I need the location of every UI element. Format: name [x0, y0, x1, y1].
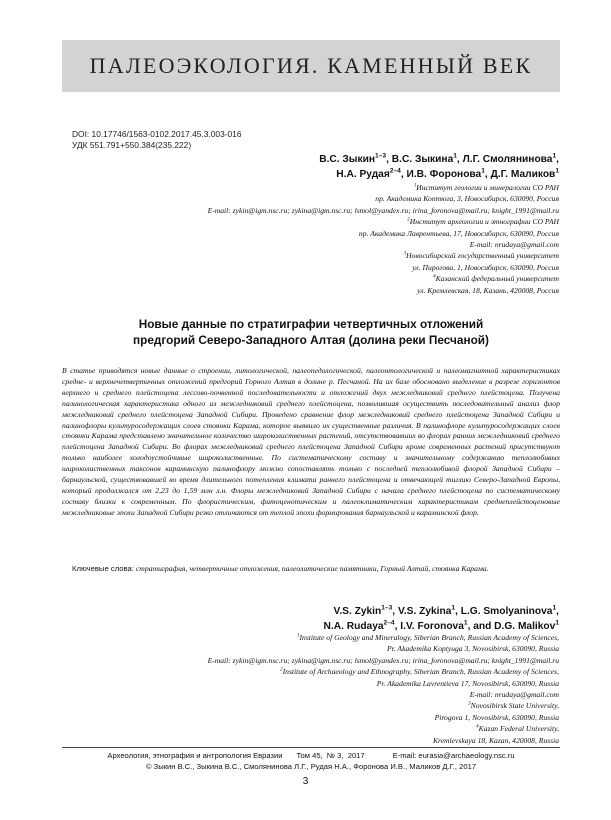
author-separator: , — [400, 169, 407, 180]
affiliation-text: E-mail: nrudaya@gmail.com — [469, 240, 559, 250]
author-name: I.V. Foronova — [400, 621, 464, 632]
author-affiliation-mark: 1 — [451, 604, 456, 612]
affiliation-mark: 3 — [403, 251, 407, 257]
affiliation-line — [208, 193, 559, 204]
affiliation-text: Novosibirsk State University, — [470, 701, 559, 711]
affiliation-text: E-mail: zykin@igm.nsc.ru; zykina@igm.nsc.ru; lsmol@yandex.ru; irina_foronova@mail.ru; knight_1991@mail.ru — [207, 205, 559, 215]
affiliation-text: пр. Академика Коптюга, 3, Новосибирск, 630090, Россия — [375, 194, 559, 204]
affiliation-mark: 3 — [468, 701, 471, 707]
section-title: ПАЛЕОЭКОЛОГИЯ. КАМЕННЫЙ ВЕК — [89, 53, 533, 78]
author-affiliation-mark: 1 — [555, 619, 559, 627]
affiliation-line — [208, 205, 559, 216]
author-affiliation-mark: 2–4 — [389, 167, 401, 175]
affiliation-text: Казанский федеральный университет — [435, 274, 559, 284]
author-name: V.S. Zykina — [397, 606, 452, 617]
author-affiliation-mark: 1–3 — [381, 604, 393, 612]
author-separator: , — [456, 154, 463, 165]
affiliation-text: E-mail: zykin@igm.nsc.ru; zykina@igm.nsc.ru; lsmol@yandex.ru; irina_foronova@mail.ru; knight_1991@mail.ru — [207, 655, 559, 665]
author-name: Н.А. Рудая — [336, 169, 390, 180]
affiliation-line — [208, 239, 559, 250]
affiliation-mark: 1 — [413, 183, 417, 189]
affiliation-line — [208, 273, 559, 284]
author-affiliation-mark: 1 — [552, 152, 557, 160]
author-line — [319, 152, 559, 167]
author-affiliation-mark: 1–3 — [375, 152, 387, 160]
affiliation-line — [208, 285, 559, 296]
author-separator: , and — [467, 621, 495, 632]
author-name: В.С. Зыкина — [391, 154, 454, 165]
author-affiliation-mark: 1 — [463, 619, 468, 627]
affiliation-line — [208, 250, 559, 261]
author-affiliation-mark: 1 — [453, 152, 457, 160]
affiliation-text: Pr. Akademika Koptyuga 3, Novosibirsk, 630090, Russia — [387, 644, 559, 654]
authors-en — [324, 604, 559, 634]
affiliation-text: Институт геологии и минералогии СО РАН — [416, 183, 559, 192]
affiliation-line — [208, 228, 559, 239]
udc: УДК 551.791+550.384(235.222) — [72, 140, 192, 150]
author-name: L.G. Smolyaninova — [460, 606, 553, 617]
journal-issue: № 3, — [326, 751, 344, 760]
keywords-label: Ключевые слова: — [72, 564, 134, 573]
affiliation-line — [208, 632, 559, 643]
affiliation-mark: 2 — [280, 667, 283, 673]
footer-divider — [62, 747, 560, 748]
author-name: Д.Г. Маликов — [490, 169, 556, 180]
footer — [62, 750, 560, 772]
affiliation-text: Institute of Archaeology and Ethnography, Siberian Branch, Russian Academy of Sciences, — [282, 667, 559, 677]
doi: DOI: 10.17746/1563-0102.2017.45.3.003-016 — [72, 129, 242, 139]
author-line — [324, 604, 559, 619]
footer-journal-line — [62, 750, 560, 761]
affiliation-line — [208, 643, 559, 654]
author-affiliation-mark: 1 — [555, 167, 559, 175]
affiliation-text: Новосибирский государственный университет — [406, 251, 559, 261]
affiliation-text: Kazan Federal University, — [478, 724, 559, 734]
affiliation-text: Pr. Akademika Lavrentieva 17, Novosibirsk, 630090, Russia — [376, 678, 559, 688]
journal-email: E-mail: eurasia@archaeology.nsc.ru — [392, 751, 515, 760]
affiliation-line — [208, 666, 559, 677]
author-affiliation-mark: 2–4 — [383, 619, 395, 627]
author-separator: , — [386, 154, 392, 165]
author-separator: , — [484, 169, 491, 180]
affiliation-line — [208, 689, 559, 700]
affiliation-mark: 4 — [433, 274, 436, 280]
affiliation-text: Pirogova 1, Novosibirsk, 630090, Russia — [434, 712, 559, 722]
author-separator: , — [556, 606, 559, 617]
affiliation-line — [208, 735, 559, 746]
page-number: 3 — [302, 776, 309, 787]
copyright: © Зыкин В.С., Зыкина В.С., Смолянинова Л.Г., Рудая Н.А., Форонова И.В., Маликов Д.Г., 2017 — [145, 762, 477, 771]
affiliations-ru — [208, 182, 559, 296]
affiliation-line — [208, 678, 559, 689]
author-line — [319, 167, 559, 182]
author-separator: , — [455, 606, 461, 617]
affiliation-text: Институт археологии и этнографии СО РАН — [409, 217, 559, 227]
affiliation-text: ул. Пирогова, 1, Новосибирск, 630090, Россия — [412, 262, 559, 272]
title-line: предгорий Северо-Западного Алтая (долина реки Песчаной) — [133, 333, 489, 347]
journal-name: Археология, этнография и антропология Евразии — [107, 751, 283, 760]
section-header-band — [62, 40, 560, 92]
author-separator: , — [392, 606, 398, 617]
authors-ru — [319, 152, 559, 182]
affiliation-mark: 4 — [476, 724, 479, 730]
affiliation-line — [208, 723, 559, 734]
affiliation-line — [208, 700, 559, 711]
author-name: N.A. Rudaya — [323, 621, 384, 632]
affiliation-text: ул. Кремлевская, 18, Казань, 420008, Россия — [417, 285, 559, 295]
author-separator: , — [394, 621, 401, 632]
author-affiliation-mark: 1 — [552, 604, 557, 612]
author-affiliation-mark: 1 — [481, 167, 485, 175]
author-name: И.В. Форонова — [406, 169, 482, 180]
article-title — [62, 316, 560, 348]
author-name: Л.Г. Смолянинова — [462, 154, 553, 165]
title-line: Новые данные по стратиграфии четвертичных отложений — [138, 317, 484, 331]
author-name: В.С. Зыкин — [319, 154, 376, 165]
affiliation-line — [208, 712, 559, 723]
abstract: В статье приводятся новые данные о строении, литологической, палеопедологической, палеонтологической и палеомагнитной характеристиках средне- и верхнечетвертичных отложений предгорий Горного Алтая в долине р. Песчаной. На их базе обосновано выделение в разрезе горизонтов верхнего и среднего плейстоцена лессово-почвенной последовательности и отложений двух межледниковий среднего плейстоцена. Получена палинологическая характеристика одного из межледниковий среднего плейстоцена, позволившая осуществить последовательный анализ флор межледниковий среднего плейстоцена Западной Сибири. Проведено сравнение флор межледниковий среднего плейстоцена Западной Сибири и палинофлоры культуросодержащих слоев стоянки Карама, которое выявило их существенные различия. В палинофлоре культуросодержащих слоев стоянки Карама представлено значительное количество широколиственных растений, отсутствовавших во флорах ранних межледниковий среднего плейстоцена Западной Сибири. Во флорах межледниковий среднего плейстоцена Западной Сибири кроме современных растений присутствуют только наиболее холодоустойчивые широколиственные. По систематическому составу и значительному содержанию теплолюбивых широколиственных таксонов караминскую палинофлору можно сопоставлять только с последней теплолюбивой флорой Западной Сибири – барнаульской, существовавшей во время длительного потепления климата раннего плейстоцена и отвечающей тиглию Северо-Западной Европы, который продолжался от 2,23 до 1,59 млн л.н. Флоры межледниковий Западной Сибири с начала среднего плейстоцена по систематическому составу близки к современным. По флористическим, фитоценотическим и палеоклиматическим характеристикам среднеплейстоценовые межледниковые эпохи Западной Сибири резко отличаются от теплой эпохи формирования барнаульской и караминской флор. — [62, 366, 560, 517]
affiliation-mark: 1 — [297, 633, 300, 639]
author-separator: , — [556, 154, 559, 165]
affiliations-en — [208, 632, 559, 746]
keywords — [72, 564, 560, 575]
affiliation-line — [208, 216, 559, 227]
author-name: V.S. Zykin — [333, 606, 382, 617]
affiliation-line — [208, 262, 559, 273]
affiliation-line — [208, 655, 559, 666]
affiliation-text: пр. Академика Лаврентьева, 17, Новосибирск, 630090, Россия — [358, 228, 559, 238]
keywords-text: стратиграфия, четвертичные отложения, палеолитические памятники, Горный Алтай, стоянка Карама. — [135, 564, 489, 573]
journal-year: 2017 — [347, 751, 365, 760]
affiliation-text: E-mail: nrudaya@gmail.com — [469, 690, 559, 700]
affiliation-mark: 2 — [407, 217, 410, 223]
affiliation-text: Institute of Geology and Mineralogy, Siberian Branch, Russian Academy of Sciences, — [299, 633, 559, 642]
journal-volume: Том 45, — [296, 751, 323, 760]
author-name: D.G. Malikov — [494, 621, 556, 632]
affiliation-text: Kremlevskaya 18, Kazan, 420008, Russia — [432, 735, 559, 745]
affiliation-line — [208, 182, 559, 193]
